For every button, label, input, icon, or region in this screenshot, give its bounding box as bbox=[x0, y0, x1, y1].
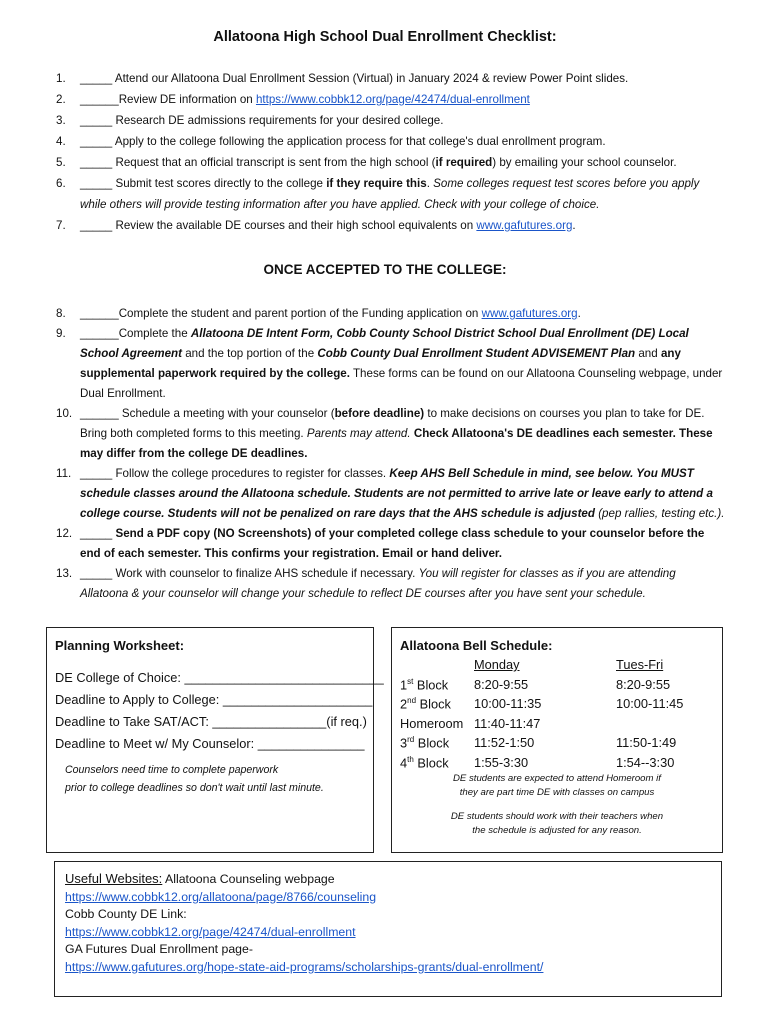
bell-heading: Allatoona Bell Schedule: bbox=[400, 638, 553, 653]
table-row: 2nd Block 10:00-11:35 10:00-11:45 bbox=[400, 696, 684, 712]
list-item: 10. ______ Schedule a meeting with your counselor (before deadline) to make decisions on courses you plan to take for DE. Bring both completed forms to this meeting. Parents may attend. Check Allatoona's DE deadlines each semester. These may differ from the college DE deadlines. bbox=[56, 407, 713, 460]
planning-worksheet bbox=[46, 627, 384, 853]
page-title: Allatoona High School Dual Enrollment Checklist: bbox=[213, 29, 557, 45]
planning-row: DE College of Choice: ____________________________ bbox=[55, 670, 384, 685]
checklist-before bbox=[56, 68, 726, 236]
table-row: Homeroom 11:40-11:47 bbox=[400, 715, 541, 731]
list-item: 2. ______Review DE information on https://www.cobbk12.org/page/42474/dual-enrollment bbox=[56, 93, 530, 106]
planning-row: Deadline to Apply to College: _____________________ bbox=[55, 692, 373, 707]
table-row: 1st Block 8:20-9:55 8:20-9:55 bbox=[400, 676, 671, 692]
planning-note: Counselors need time to complete paperwork prior to college deadlines so don't wait until last minute. bbox=[65, 764, 324, 794]
list-item: 11. _____ Follow the college procedures to register for classes. Keep AHS Bell Schedule in mind, see below. You MUST schedule classes around the Allatoona schedule. Students are not permitted to arrive late or leave early to attend a college course. Students will not be penalized on rare days that the AHS schedule is adjusted (pep rallies, testing etc.). bbox=[56, 467, 725, 520]
bell-schedule bbox=[391, 627, 723, 853]
col-monday: Monday bbox=[474, 657, 520, 673]
list-item: 13. _____ Work with counselor to finalize AHS schedule if necessary. You will register for classes as if you are attending Allatoona & your counselor will change your schedule to reflect DE courses after you have sent your schedule. bbox=[56, 567, 676, 600]
cobb-de-link[interactable]: https://www.cobbk12.org/page/42474/dual-enrollment bbox=[65, 924, 356, 939]
gafutures-link[interactable]: www.gafutures.org bbox=[481, 307, 578, 320]
list-item: 1. _____ Attend our Allatoona Dual Enrollment Session (Virtual) in January 2024 & review Power Point slides. bbox=[56, 72, 629, 85]
list-item: 6. _____ Submit test scores directly to the college if they require this. Some colleges request test scores before you apply while others will provide testing information after you have applied. Check with your college of choice. bbox=[56, 177, 700, 211]
list-item: 12. _____ Send a PDF copy (NO Screenshots) of your completed college class schedule to your counselor before the end of each semester. This confirms your registration. Email or hand deliver. bbox=[56, 527, 705, 560]
gafutures-link[interactable]: www.gafutures.org bbox=[476, 219, 573, 232]
bell-table bbox=[400, 655, 683, 772]
table-row: 4th Block 1:55-3:30 1:54--3:30 bbox=[400, 754, 675, 770]
table-row bbox=[400, 655, 683, 675]
sites-label: Useful Websites: bbox=[65, 871, 163, 886]
checklist-after bbox=[56, 304, 726, 604]
list-item: 8. ______Complete the student and parent portion of the Funding application on www.gafutures.org. bbox=[56, 307, 581, 320]
planning-row: Deadline to Take SAT/ACT: ________________(if req.) bbox=[55, 714, 367, 729]
planning-heading: Planning Worksheet: bbox=[55, 638, 185, 653]
planning-row: Deadline to Meet w/ My Counselor: _______________ bbox=[55, 736, 365, 751]
table-row: 3rd Block 11:52-1:50 11:50-1:49 bbox=[400, 735, 677, 751]
bell-note-homeroom: DE students are expected to attend Homeroom if they are part time DE with classes on campus bbox=[453, 773, 661, 798]
list-item: 4. _____ Apply to the college following the application process for that college's dual enrollment program. bbox=[56, 135, 606, 148]
gafutures-de-link[interactable]: https://www.gafutures.org/hope-state-aid-programs/scholarships-grants/dual-enrollment/ bbox=[65, 959, 544, 974]
list-item: 9. ______Complete the Allatoona DE Intent Form, Cobb County School District School Dual Enrollment (DE) Local School Agreement and the top portion of the Cobb County Dual Enrollment Student ADVISEMENT Plan and any supplemental paperwork required by the college. These forms can be found on our Allatoona Counseling webpage, under Dual Enrollment. bbox=[56, 327, 723, 400]
counseling-link[interactable]: https://www.cobbk12.org/allatoona/page/8766/counseling bbox=[65, 889, 377, 904]
cobb-de-link[interactable]: https://www.cobbk12.org/page/42474/dual-enrollment bbox=[255, 93, 530, 106]
list-item: 3. _____ Research DE admissions requirements for your desired college. bbox=[56, 114, 444, 127]
bell-note-teachers: DE students should work with their teachers when the schedule is adjusted for any reason. bbox=[450, 811, 664, 836]
list-item: 5. _____ Request that an official transcript is sent from the high school (if required) by emailing your school counselor. bbox=[56, 156, 677, 169]
col-tues-fri: Tues-Fri bbox=[616, 657, 664, 673]
useful-websites: Useful Websites: Allatoona Counseling webpage https://www.cobbk12.org/allatoona/page/8766/counseling Cobb County DE Link: https://www.cobbk12.org/page/42474/dual-enrollment GA Futures Dual Enrollment page- https://www.gafutures.org/hope-state-aid-programs/scholarships-grants/dual-enrollment/ bbox=[54, 861, 722, 997]
list-item: 7. _____ Review the available DE courses and their high school equivalents on www.gafutures.org. bbox=[56, 219, 576, 232]
accepted-heading: ONCE ACCEPTED TO THE COLLEGE: bbox=[263, 262, 507, 277]
